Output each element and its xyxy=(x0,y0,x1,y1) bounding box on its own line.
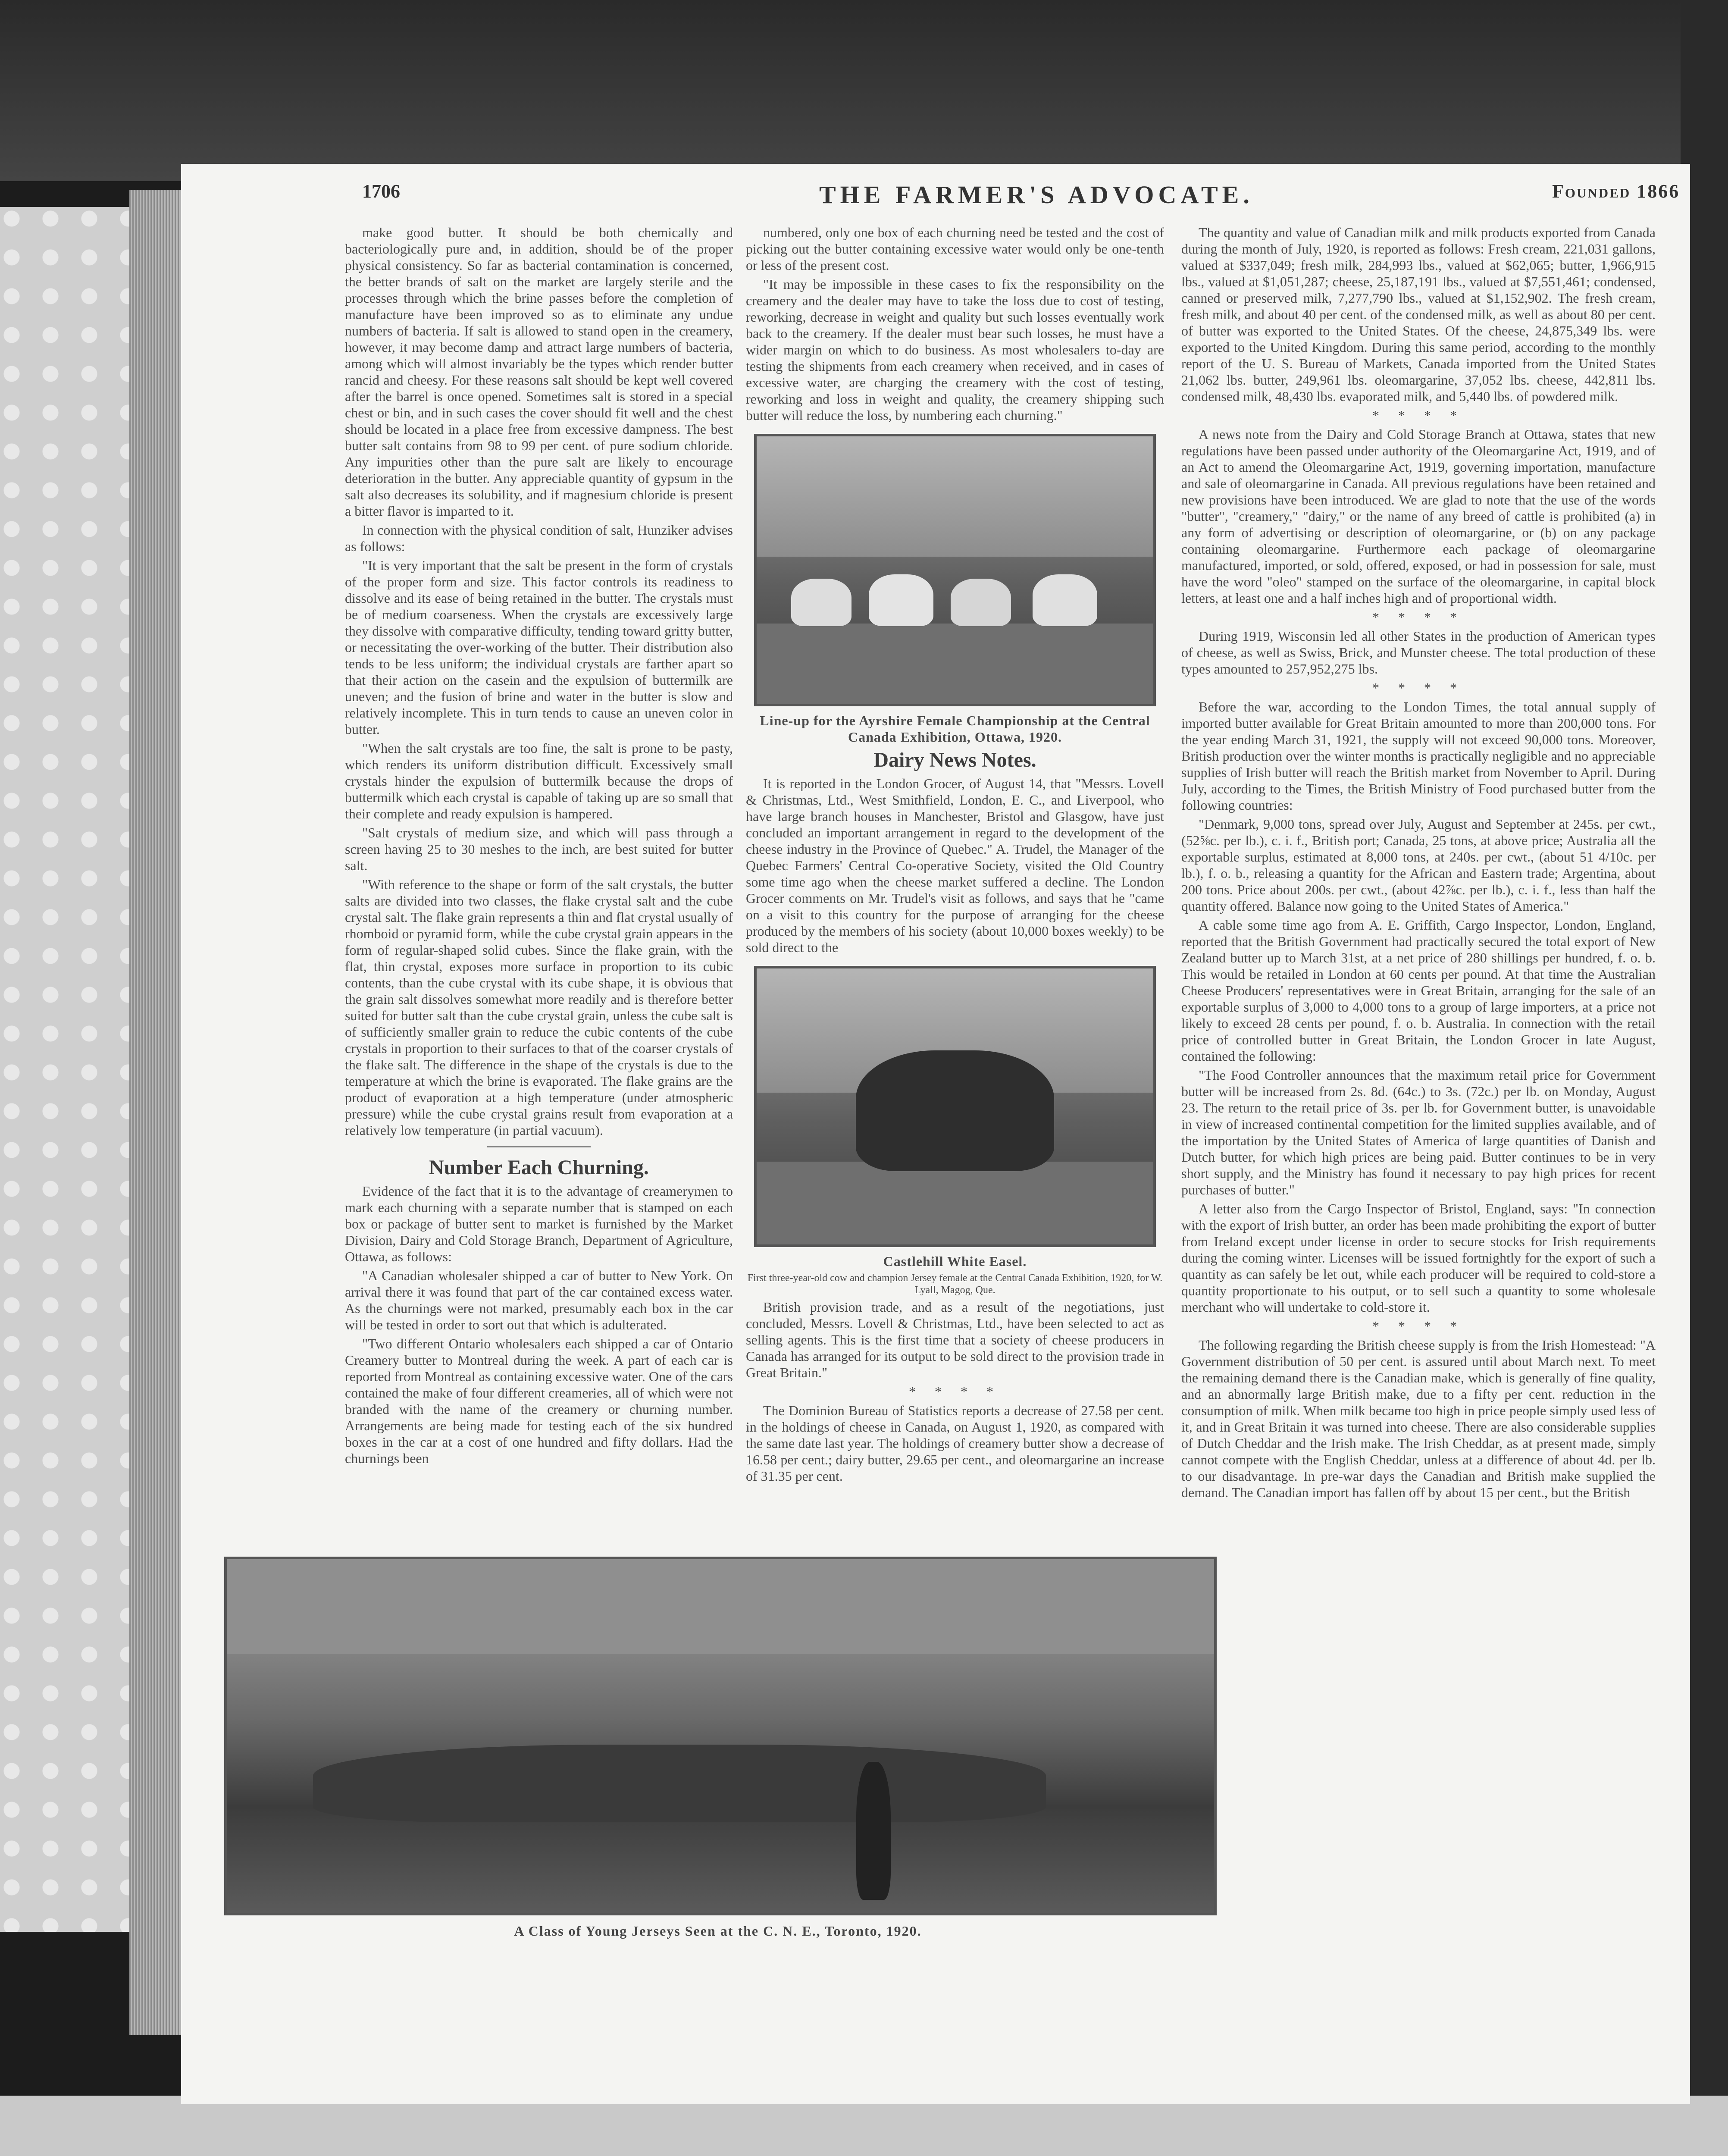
paragraph: It is reported in the London Grocer, of August 14, that "Messrs. Lovell & Christmas, Ltd., West Smithfield, London, E. C., and Liverpool, who have large branch houses in Manchester, Bristol and Glasgow, have just concluded an important arrangement in regard to the development of the cheese industry in the Province of Quebec." A. Trudel, the Manager of the Quebec Farmers' Central Co-operative Society, visited the Old Country some time ago when the cheese market suffered a decline. The London Grocer comments on Mr. Trudel's visit as follows, and says that he "came on a visit to this country for the purpose of arranging for the cheese produced by the members of his society (about 10,000 boxes weekly) to be sold direct to the xyxy=(746,776,1164,955)
paragraph: "It may be impossible in these cases to fix the responsibility on the creamery and the dealer may have to take the loss due to cost of testing, reworking, decrease in weight and quality but such losses eventually work back to the creamery. If the dealer must bear such losses, he must have a wider margin on which to do business. As most wholesalers to-day are testing the shipments from each creamery when received, and in cases of excessive water, are charging the creamery with the cost of testing, reworking and loss in weight and quality, the creamery shipping such butter will reduce the loss, by numbering each churning." xyxy=(746,276,1164,423)
paragraph: The following regarding the British cheese supply is from the Irish Homestead: "A Government distribution of 50 per cent. is assured until about March next. To meet the remaining demand there is the Canadian make, which is generally of fine quality, and an abnormally large British make, due to a fifty per cent. reduction in the consumption of milk. When milk became too high in price people simply used less of it, and in Great Britain it was turned into cheese. There are also considerable supplies of Dutch Cheddar and the Irish make. The Irish Cheddar, as at present made, simply cannot compete with the English Cheddar, unless at a difference of about 4d. per lb. to our disadvantage. In pre-war days the Canadian and British make supplied the demand. The Canadian import has fallen off by about 15 per cent., but the British xyxy=(1181,1337,1656,1500)
cow-figure xyxy=(856,1050,1054,1171)
paragraph: During 1919, Wisconsin led all other States in the production of American types of cheese, as well as Swiss, Brick, and Munster cheese. The total production of these types amounted to 257,952,275 lbs. xyxy=(1181,628,1656,677)
section-heading: Number Each Churning. xyxy=(429,1156,649,1179)
photo-subcaption: First three-year-old cow and champion Jersey female at the Central Canada Exhibition, 1920, for W. Lyall, Magog, Que. xyxy=(747,1272,1163,1296)
paragraph: The quantity and value of Canadian milk and milk products exported from Canada during the month of July, 1920, is reported as follows: Fresh cream, 221,031 gallons, valued at $337,049; fresh milk, 284,993 lbs., valued at $62,065; butter, 1,966,915 lbs., valued at $1,051,287; cheese, 25,187,191 lbs., valued at $7,551,461; condensed, canned or preserved milk, 7,277,790 lbs., valued at $1,152,902. The fresh cream, fresh milk, and about 40 per cent. of the condensed milk, as well as about 80 per cent. of butter was exported to the United States. Of the cheese, 24,875,349 lbs. were exported to the United Kingdom. During this same period, according to the monthly report of the U. S. Bureau of Markets, Canada imported from the United States 21,062 lbs. butter, 249,961 lbs. oleomargarine, 37,052 lbs. cheese, 442,811 lbs. condensed milk, 48,430 lbs. evaporated milk, and 5,440 lbs. of powdered milk. xyxy=(1181,225,1656,404)
founded-label: Founded 1866 xyxy=(1552,181,1680,202)
paragraph: "When the salt crystals are too fine, the salt is prone to be pasty, which renders its uniform distribution difficult. Excessively small crystals hinder the expulsion of buttermilk because the drops of buttermilk which each crystal is capable of taking up are so small that their complete and ready expulsion is hampered. xyxy=(345,740,733,821)
paragraph: Evidence of the fact that it is to the advantage of creamerymen to mark each churning with a separate number that is stamped on each box or package of butter sent to market is furnished by the Market Division, Dairy and Cold Storage Branch, Department of Agriculture, Ottawa, as follows: xyxy=(345,1183,733,1264)
cow-figure xyxy=(791,579,851,626)
photo-sky xyxy=(757,436,1153,557)
handler-figure xyxy=(856,1762,891,1900)
paragraph: Before the war, according to the London Times, the total annual supply of imported butter available for Great Britain amounted to more than 200,000 tons. For the year ending March 31, 1921, the supply will not exceed 90,000 tons. Moreover, British production over the winter months is practically negligible and no appreciable supplies of Irish butter will reach the British market from November to April. During July, according to the Times, the British Ministry of Food purchased butter from the following countries: xyxy=(1181,699,1656,813)
photo-caption: Line-up for the Ayrshire Female Championship at the Central Canada Exhibition, Ottawa, 1920. xyxy=(760,713,1150,745)
cattle-group xyxy=(313,1745,1046,1822)
cow-figure xyxy=(1033,574,1097,626)
paragraph: In connection with the physical condition of salt, Hunziker advises as follows: xyxy=(345,522,733,554)
paragraph: A letter also from the Cargo Inspector of Bristol, England, says: "In connection with the export of Irish butter, an order has been made prohibiting the export of butter from Ireland except under license in order to secure stocks for Irish requirements during the coming winter. Licenses will be issued fortnightly for the export of such a quantity as can safely be let out, while each producer will be required to cold-store a quantity proportionate to his output, or to sell such a quantity to some wholesale merchant who will undertake to cold-store it. xyxy=(1181,1201,1656,1315)
paragraph: The Dominion Bureau of Statistics reports a decrease of 27.58 per cent. in the holdings of cheese in Canada, on August 1, 1920, as compared with the same date last year. The holdings of creamery butter show a decrease of 16.58 per cent.; dairy butter, 29.65 per cent., and oleomargarine an increase of 31.35 per cent. xyxy=(746,1403,1164,1484)
paragraph: make good butter. It should be both chemically and bacteriologically pure and, in addition, should be of the proper physical consistency. So far as bacterial contamination is concerned, the better brands of salt on the market are largely sterile and the processes through which the brine passes before the completion of manufacture have been improved so as to eliminate any undue numbers of bacteria. If salt is allowed to stand open in the creamery, however, it may become damp and attract large numbers of bacteria, among which will almost invariably be the types which render butter rancid and cheesy. For these reasons salt should be kept well covered after the barrel is once opened. Sometimes salt is stored in a special chest or bin, and in such cases the cover should fit well and the chest should be located in a place free from excessive dampness. The best butter salt contains from 98 to 99 per cent. of pure sodium chloride. Any impurities other than the pure salt are likely to encourage deterioration in the butter. Any appreciable quantity of gypsum in the salt also decreases its solubility, and if magnesium chloride is present a bitter flavor is imparted to it. xyxy=(345,225,733,519)
book-page-edges xyxy=(129,190,181,2035)
bottom-photo-caption: A Class of Young Jerseys Seen at the C. N. E., Toronto, 1920. xyxy=(514,1923,922,1939)
jersey-cow-photo xyxy=(754,966,1156,1247)
paragraph: numbered, only one box of each churning need be tested and the cost of picking out the butter containing excessive water would only be one-tenth or less of the present cost. xyxy=(746,225,1164,273)
paragraph: "With reference to the shape or form of the salt crystals, the butter salts are divided into two classes, the flake crystal salt and the cube crystal salt. The flake grain represents a thin and flat crystal usually of rhomboid or pyramid form, while the cube crystal grain appears in the form of regular-shaped solid cubes. Since the flake grain, with the flat, thin crystal, exposes more surface in proportion to its cubic contents, than the cube crystal with its cube shape, it is obvious that the grain salt dissolves somewhat more readily and is therefore better suited for butter salt than the cube crystal grain, unless the cube salt is of sufficiently smaller grain to reduce the cubic contents of the cube crystals in proportion to their surfaces to that of the coarser crystals of the flake salt. The difference in the shape of the crystals is due to the temperature at which the brine is evaporated. The flake grains are the product of evaporation at a high temperature (under atmospheric pressure) while the cube crystal grains result from evaporation at a relatively low temperature (in partial vacuum). xyxy=(345,877,733,1138)
photo-ground xyxy=(757,1162,1153,1244)
section-heading: Dairy News Notes. xyxy=(873,749,1036,771)
page-title: THE FARMER'S ADVOCATE. xyxy=(819,181,1254,209)
page-number: 1706 xyxy=(362,181,400,202)
young-jerseys-photo xyxy=(224,1557,1217,1915)
paragraph: "Salt crystals of medium size, and which will pass through a screen having 25 to 30 meshes to the inch, are best suited for butter salt. xyxy=(345,825,733,873)
separator: * * * * xyxy=(1372,609,1465,625)
cow-figure xyxy=(869,574,933,626)
paragraph: A cable some time ago from A. E. Griffith, Cargo Inspector, London, England, reported that the British Government had practically secured the total export of New Zealand butter up to March 31st, at a net price of 280 shillings per hundred, f. o. b. This would be retailed in London at 60 cents per pound. At that time the Australian Cheese Producers' representatives were in Great Britain, arranging for the sale of an exportable surplus of 3,000 to 4,000 tons to a group of large importers, at a price not likely to exceed 28 cents per pound, f. o. b. Australia. In connection with the retail price of controlled butter in Great Britain, the London Grocer in late August, contained the following: xyxy=(1181,917,1656,1064)
paragraph: "A Canadian wholesaler shipped a car of butter to New York. On arrival there it was found that part of the car contained excess water. As the churnings were not marked, presumably each box in the car will be tested in order to sort out that which is adulterated. xyxy=(345,1268,733,1332)
ayrshire-photo xyxy=(754,434,1156,706)
paragraph: "The Food Controller announces that the maximum retail price for Government butter will be increased from 2s. 8d. (64c.) to 3s. (72c.) per lb. on Monday, August 23. The return to the retail price of 3s. per lb. for Government butter, is unavoidable in view of increased continental competition for the limited supplies available, and of the importation by the United States of America of large quantities of Danish and Dutch butter, for which high prices are being paid. Butter continues to be in very short supply, and the Ministry has found it necessary to pay high prices for recent purchases of butter." xyxy=(1181,1067,1656,1197)
separator: * * * * xyxy=(1372,407,1465,423)
paragraph: British provision trade, and as a result of the negotiations, just concluded, Messrs. Lovell & Christmas, Ltd., have been selected to act as selling agents. This is the first time that a society of cheese producers in Canada has arranged for its output to be sold direct to the provision trade in Great Britain." xyxy=(746,1299,1164,1380)
background-bottom xyxy=(0,2096,1728,2156)
paragraph: "Denmark, 9,000 tons, spread over July, August and September at 245s. per cwt., (52⅝c. per lb.), c. i. f., British port; Canada, 25 tons, at above price; Australia all the exportable surplus, estimated at 8,000 tons, at 240s. per cwt., (about 51 4/10c. per lb.), f. o. b., releasing a quantity for the African and Eastern trade; Argentina, about 200 tons. Price about 200s. per cwt., (about 42⅞c. per lb.), c. i. f., less than half the quantity offered. Balance now going to the United States of America." xyxy=(1181,816,1656,914)
column-1 xyxy=(345,224,733,1469)
divider xyxy=(487,1146,591,1147)
cow-figure xyxy=(951,579,1011,626)
paragraph: "It is very important that the salt be present in the form of crystals of the proper form and size. This factor controls its readiness to dissolve and its ease of being retained in the butter. The crystals must be of medium coarseness. When the crystals are excessively large they dissolve with comparative difficulty, tending toward gritty butter, or necessitating the over-working of the butter. Their distribution also tends to be less uniform; the individual crystals are farther apart so that their action on the casein and the expulsion of buttermilk are uneven; and the fusion of brine and water in the butter is slow and relatively incomplete. This in turn tends to cause an uneven color in butter. xyxy=(345,558,733,737)
paragraph: A news note from the Dairy and Cold Storage Branch at Ottawa, states that new regulations have been passed under authority of the Oleomargarine Act, 1919, and of an Act to amend the Oleomargarine Act, 1919, governing importation, manufacture and sale of oleomargarine in Canada. All previous regulations have been retained and new provisions have been introduced. We are glad to note that the use of the words "butter", "creamery," "dairy," or the name of any breed of cattle is prohibited (a) in any form of advertising or description of oleomargarine, or (b) on any package containing oleomargarine. Furthermore each package of oleomargarine manufactured, imported, or sold, offered, exposed, or had in possession for sale, must have the word "oleo" stamped on the surface of the oleomargarine, in capital block letters, at least one and a half inches high and of proportional width. xyxy=(1181,426,1656,606)
photo-ground xyxy=(757,624,1153,704)
paragraph: "Two different Ontario wholesalers each shipped a car of Ontario Creamery butter to Montreal during the week. A part of each car is reported from Montreal as containing excessive water. One of the cars contained the make of four different creameries, all of which were not branded with the name of the creamery or churning number. Arrangements are being made for testing each of the six hundred boxes in the car at a cost of one hundred and fifty dollars. Had the churnings been xyxy=(345,1336,733,1466)
separator: * * * * xyxy=(1372,680,1465,696)
binding-pattern xyxy=(0,207,129,1932)
column-2 xyxy=(746,224,1164,1487)
photo-roof xyxy=(227,1559,1214,1654)
background-top xyxy=(0,0,1728,181)
separator: * * * * xyxy=(1372,1318,1465,1334)
separator: * * * * xyxy=(909,1384,1001,1399)
column-3 xyxy=(1181,224,1656,1503)
photo-caption: Castlehill White Easel. xyxy=(883,1253,1027,1269)
